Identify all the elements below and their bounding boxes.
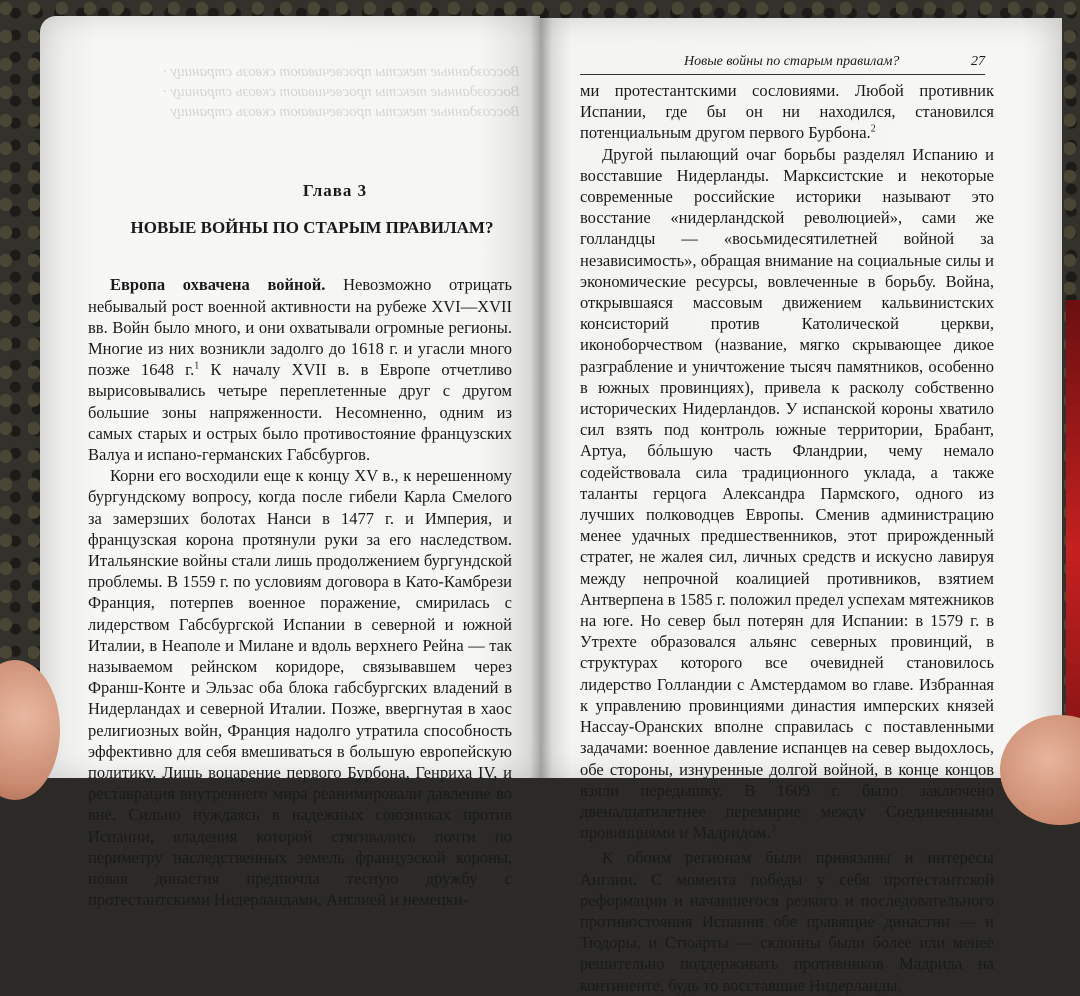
chapter-title: НОВЫЕ ВОЙНЫ ПО СТАРЫМ ПРАВИЛАМ? — [130, 218, 494, 238]
running-header-title: Новые войны по старым правилам? — [684, 54, 900, 69]
footnote-marker: 1 — [194, 360, 200, 372]
paragraph-body: Невозможно отрицать небывалый рост военной активности на рубеже XVI—XVII вв. Войн было много, и они охватывали огромные регионы. Многие из них возникли задолго до 1618 г. и угасли много позже 1648 г. — [88, 275, 512, 380]
book-gutter — [530, 16, 552, 778]
right-page-text — [580, 80, 994, 996]
paragraph: Корни его восходили еще к концу XV в., к нерешенному бургундскому вопросу, когда после гибели Карла Смелого за замерзших болотах Нанси в 1477 г. и Империя, и французская корона протянули руки за его наследством. Итальянские войны стали лишь продолжением бургундской проблемы. В 1559 г. по условиям договора в Като-Камбрези Франция, потерпев военное поражение, смирилась с лидерством Габсбургской Испании в северной и южной Италии, в Неаполе и Милане и вдоль верхнего Рейна — так называемом рейнском коридоре, связывавшем через Франш-Конте и Эльзас оба блока габсбургских владений в Нидерландах и северной Италии. Позже, ввергнутая в хаос религиозных войн, Франция надолго утратила способность эффективно для себя вмешиваться в большую европейскую политику. Лишь воцарение первого Бурбона, Генриха IV, и реставрация внутреннего мира реанимировали давление во вне. Сильно нуждаясь в надежных союзниках против Испании, владения которой стягивались почти по периметру наследственных земель французской короны, новая династия предпочла тесную дружбу с протестантскими Нидерландами, Англией и немецки- — [88, 466, 512, 910]
footnote-marker: 3 — [770, 823, 776, 835]
paragraph — [580, 144, 994, 844]
book-cover-edge — [1066, 300, 1080, 720]
paragraph — [88, 274, 512, 465]
left-page-text — [88, 0, 512, 911]
paragraph: К обоим регионам были привязаны и интересы Англии. С момента победы у себя протестантской реформации и начавшегося резкого и последовательного противостояния Испании обе правящие династии — и Тюдоры, и Стюарты — склонны были более или менее решительно поддерживать противников Мадрида на континенте, будь то восставшие Нидерланды, — [580, 848, 994, 995]
paragraph-heading: Европа охвачена войной. — [110, 275, 326, 295]
footnote-marker: 2 — [870, 123, 876, 135]
page-number: 27 — [971, 54, 985, 69]
chapter-label: Глава 3 — [302, 181, 368, 200]
paragraph-body: К началу XVII в. в Европе отчетливо вырисовывались четыре переплетенные друг с другом большие зоны напряженности. Несомненно, одним из самых старых и острых было противостояние французских Валуа и испано-германских Габсбургов. — [88, 360, 512, 465]
show-through-text: Воссозданные тексты просвечивают сквозь страницу · Воссозданные тексты просвечивают сквозь страницу · Воссозданные тексты просвечивают сквозь страницу — [163, 64, 520, 120]
paragraph-body: ми протестантскими сословиями. Любой противник Испании, где бы он ни находился, становился потенциальным другом первого Бурбона. — [580, 81, 994, 143]
paragraph-body: Другой пылающий очаг борьбы разделял Испанию и восставшие Нидерланды. Марксистские и некоторые современные российские историки называют это восстание «нидерландской революцией», сами же голландцы — «восьмидесятилетней войной за независимость», обращая внимание на социальные силы и экономические ресурсы, вовлеченные в борьбу. Война, открывшаяся массовым движением кальвинистских консисторий против Католической церкви, иконоборчеством (название, мягко скрывающее дикое разграбление и уничтожение тысяч памятников, особенно в южных провинциях), привела к расколу собственно исторических Нидерландов. У испанской короны хватило сил взять под контроль южные территории, Брабант, Артуа, бóльшую часть Фландрии, чему немало содействовала сила традиционного уклада, а также таланты герцога Александра Пармского, одного из лучших полководцев Европы. Сменив администрацию менее удачных предшественников, этот прирожденный стратег, не жалея сил, личных средств и искусно лавируя между непрочной коалицией противников, взятием Антверпена в 1585 г. положил предел успехам мятежников на юге. Но север был потерян для Испании: в 1579 г. в Утрехте образовался альянс северных провинций, в структурах которого все очевидней становилось лидерство Голландии с Амстердамом во главе. Избранная к управлению провинциями династия имперских князей Нассау-Оранских вполне справилась с поставленными задачами: военное давление испанцев на север выдохлось, обе стороны, изнуренные долгой войной, в конце концов взяли передышку. В 1609 г. было заключено двенадцатилетнее перемирие между Соединенными провинциями и Мадридом. — [580, 144, 994, 843]
paragraph — [580, 80, 994, 144]
running-header — [580, 54, 985, 75]
